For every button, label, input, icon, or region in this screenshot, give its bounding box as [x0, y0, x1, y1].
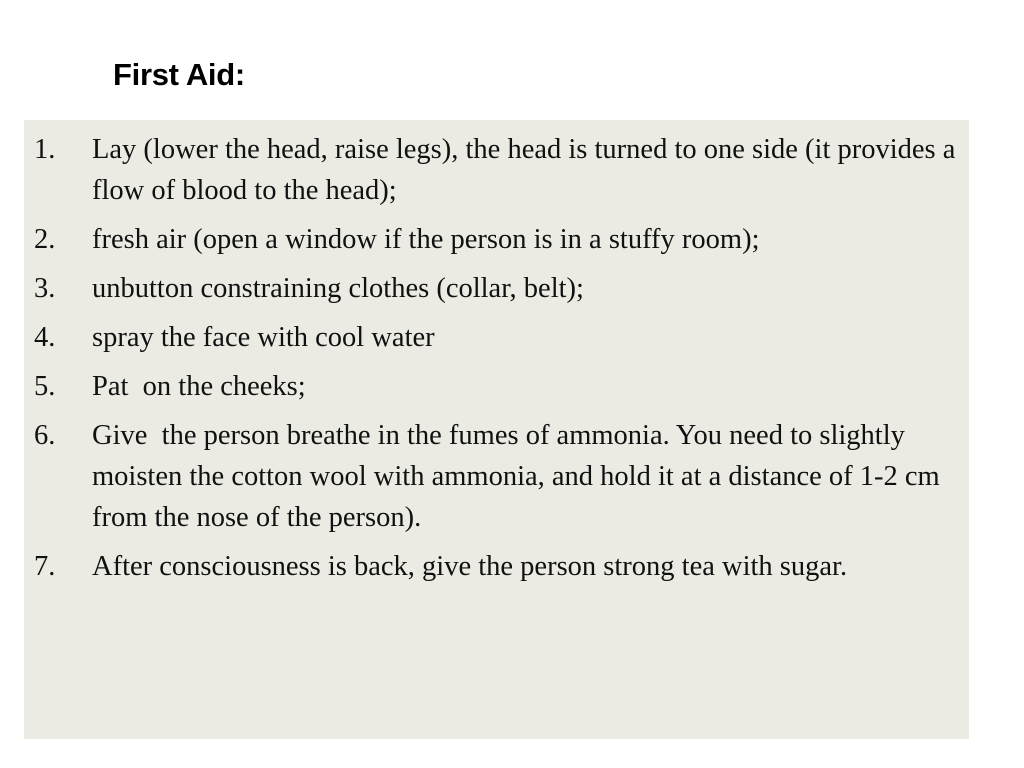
step-number: 4. — [34, 322, 56, 353]
first-aid-step-2 — [24, 219, 969, 260]
first-aid-step-3 — [24, 268, 969, 309]
first-aid-step-7 — [24, 546, 969, 587]
step-text: Pat on the cheeks; — [92, 371, 306, 402]
step-text: spray the face with cool water — [92, 322, 435, 353]
step-number: 2. — [34, 224, 56, 255]
step-number: 5. — [34, 371, 56, 402]
step-number: 7. — [34, 551, 56, 582]
first-aid-step-6 — [24, 415, 969, 538]
first-aid-content-box — [24, 120, 969, 739]
step-text: unbutton constraining clothes (collar, belt); — [92, 273, 584, 304]
step-text: fresh air (open a window if the person is in a stuffy room); — [92, 224, 760, 255]
first-aid-step-4 — [24, 317, 969, 358]
step-number: 1. — [34, 134, 56, 165]
step-text: After consciousness is back, give the person strong tea with sugar. — [92, 551, 848, 582]
step-number: 6. — [34, 420, 56, 451]
first-aid-steps-list — [24, 129, 969, 595]
slide-title: First Aid: — [113, 57, 245, 92]
step-number: 3. — [34, 273, 56, 304]
first-aid-step-1 — [24, 129, 969, 211]
step-text: Lay (lower the head, raise legs), the head is turned to one side (it provides a flow of blood to the head); — [92, 134, 963, 206]
step-text: Give the person breathe in the fumes of ammonia. You need to slightly moisten the cotton wool with ammonia, and hold it at a distance of 1-2 cm from the nose of the person). — [92, 420, 947, 533]
first-aid-step-5 — [24, 366, 969, 407]
